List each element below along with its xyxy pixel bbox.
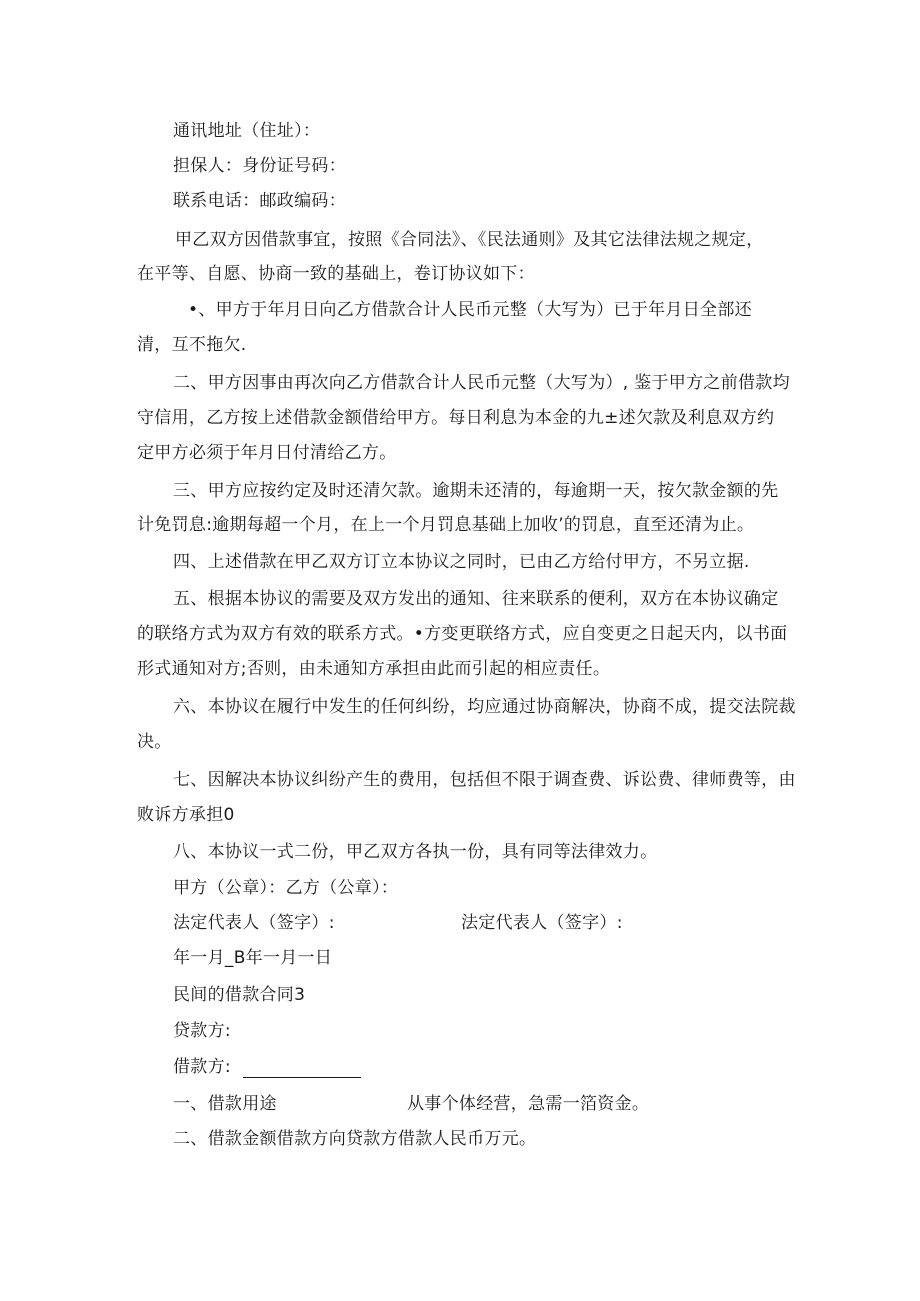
clause5-line-1: 五、根据本协议的需要及双方发出的通知、往来联系的便利，双方在本协议确定 <box>173 589 779 609</box>
rep-a-signature: 法定代表人（签字）: <box>173 913 335 933</box>
clause1-line-2: 清，互不拖欠. <box>137 335 247 355</box>
clause3-line-1: 三、甲方应按约定及时还清欠款。逾期未还清的，每逾期一天，按欠款金额的先 <box>173 481 779 501</box>
contact-field: 联系电话：邮政编码： <box>173 191 346 211</box>
clause5-line-2: 的联络方式为双方有效的联系方式。•方变更联络方式，应自变更之日起天内，以书面 <box>137 624 788 644</box>
date-line: 年一月_B年一月一日 <box>173 948 333 968</box>
purpose-label: 一、借款用途 <box>173 1094 277 1114</box>
seals-line: 甲方（公章）：乙方（公章）： <box>173 878 399 898</box>
clause1-line-1: •、甲方于年月日向乙方借款合计人民币元整（大写为）已于年月日全部还 <box>188 300 752 320</box>
purpose-text: 从事个体经营，急需一箔资金。 <box>407 1094 650 1114</box>
amount-line: 二、借款金额借款方向贷款方借款人民币万元。 <box>173 1129 537 1149</box>
borrower-blank <box>243 1059 361 1078</box>
clause6-line-2: 决。 <box>137 732 172 752</box>
clause3-line-2: 计免罚息:逾期每超一个月，在上一个月罚息基础上加收’的罚息，直至还清为止。 <box>137 515 755 535</box>
borrower-label: 借款方: <box>173 1057 231 1077</box>
rep-b-signature: 法定代表人（签字）: <box>461 913 623 933</box>
clause6-line-1: 六、本协议在履行中发生的任何纠纷，均应通过协商解决，协商不成，提交法院裁 <box>173 697 796 717</box>
clause5-line-3: 形式通知对方;否则，由未通知方承担由此而引起的相应责任。 <box>137 659 611 679</box>
clause4: 四、上述借款在甲乙双方订立本协议之同时，已由乙方给付甲方，不另立据. <box>173 552 750 572</box>
intro-line-1: 甲乙双方因借款事宜，按照《合同法》、《民法通则》及其它法律法规之规定， <box>175 230 764 250</box>
borrower-row <box>173 1056 361 1078</box>
clause2-line-2: 守信用，乙方按上述借款金额借给甲方。每日利息为本金的九±述欠款及利息双方约 <box>137 408 775 428</box>
address-field: 通讯地址（住址）： <box>173 121 321 141</box>
guarantor-field: 担保人：身份证号码： <box>173 156 346 176</box>
clause7-line-1: 七、因解决本协议纠纷产生的费用，包括但不限于调查费、诉讼费、律师费等，由 <box>173 770 796 790</box>
clause2-line-3: 定甲方必须于年月日付清给乙方。 <box>137 443 397 463</box>
intro-line-2: 在平等、自愿、协商一致的基础上，卷订协议如下： <box>137 264 535 284</box>
lender-field: 贷款方: <box>173 1021 231 1041</box>
clause2-line-1: 二、甲方因事由再次向乙方借款合计人民币元整（大写为）, 鉴于甲方之前借款均 <box>173 373 790 393</box>
contract3-title: 民间的借款合同3 <box>173 985 306 1005</box>
clause8: 八、本协议一式二份，甲乙双方各执一份，具有同等法律效力。 <box>173 842 658 862</box>
clause7-line-2: 败诉方承担0 <box>137 805 235 825</box>
